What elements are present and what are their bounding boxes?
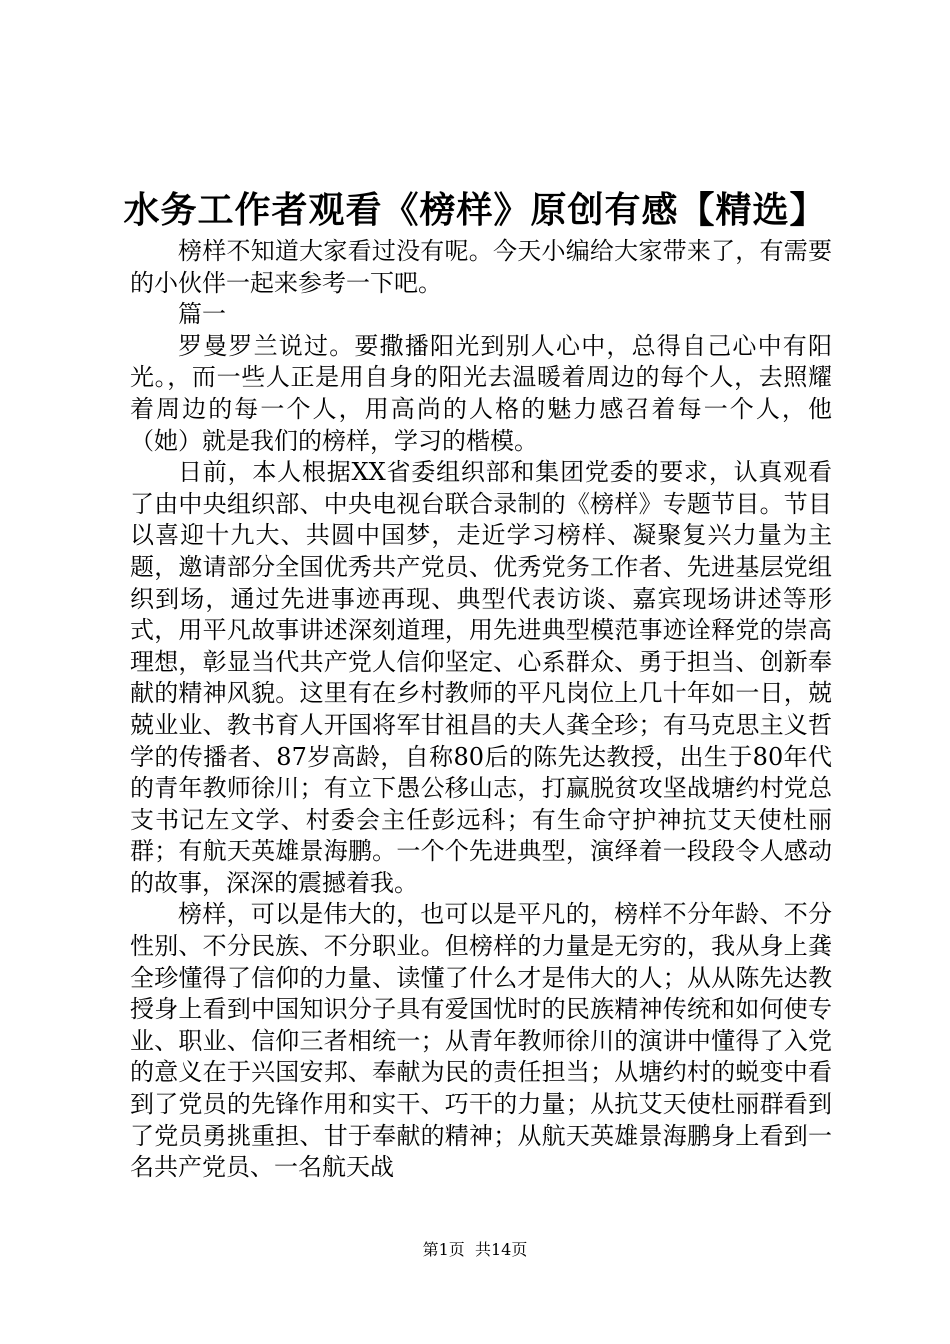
body-paragraph: 榜样，可以是伟大的，也可以是平凡的，榜样不分年龄、不分性别、不分民族、不分职业。但榜样的力量是无穷的，我从身上龚全珍懂得了信仰的力量、读懂了什么才是伟大的人；从从陈先达教授身上看到中国知识分子具有爱国忧时的民族精神传统和如何使专业、职业、信仰三者相统一；从青年教师徐川的演讲中懂得了入党的意义在于兴国安邦、奉献为民的责任担当；从塘约村的蜕变中看到了党员的先锋作用和实干、巧干的力量；从抗艾天使杜丽群看到了党员勇挑重担、甘于奉献的精神；从航天英雄景海鹏身上看到一名共产党员、一名航天战 xyxy=(130,900,832,1182)
section-heading: 篇一 xyxy=(178,300,226,329)
document-body xyxy=(130,236,832,1184)
intro-paragraph: 榜样不知道大家看过没有呢。今天小编给大家带来了，有需要的小伙伴一起来参考一下吧。 xyxy=(130,237,832,297)
page-total: 共14页 xyxy=(474,1240,528,1259)
document-title: 水务工作者观看《榜样》原创有感【精选】 xyxy=(123,189,827,231)
body-paragraph: 罗曼罗兰说过。要撒播阳光到别人心中，总得自己心中有阳光。，而一些人正是用自身的阳光去温暖着周边的每个人，去照耀着周边的每一个人，用高尚的人格的魅力感召着每一个人，他（她）就是我们的榜样，学习的楷模。 xyxy=(130,331,832,455)
page-number: 第1页 xyxy=(422,1240,465,1259)
body-paragraph: 日前，本人根据XX省委组织部和集团党委的要求，认真观看了由中央组织部、中央电视台联合录制的《榜样》专题节目。节目以喜迎十九大、共圆中国梦，走近学习榜样、凝聚复兴力量为主题，邀请部分全国优秀共产党员、优秀党务工作者、先进基层党组织到场，通过先进事迹再现、典型代表访谈、嘉宾现场讲述等形式，用平凡故事讲述深刻道理，用先进典型模范事迹诠释党的崇高理想，彰显当代共产党人信仰坚定、心系群众、勇于担当、创新奉献的精神风貌。这里有在乡村教师的平凡岗位上几十年如一日，兢兢业业、教书育人开国将军甘祖昌的夫人龚全珍；有马克思主义哲学的传播者、87岁高龄，自称80后的陈先达教授，出生于80年代的青年教师徐川；有立下愚公移山志，打赢脱贫攻坚战塘约村党总支书记左文学、村委会主任彭远科；有生命守护神抗艾天使杜丽群；有航天英雄景海鹏。一个个先进典型，演绎着一段段令人感动的故事，深深的震撼着我。 xyxy=(130,458,832,897)
page-footer xyxy=(0,1240,950,1260)
